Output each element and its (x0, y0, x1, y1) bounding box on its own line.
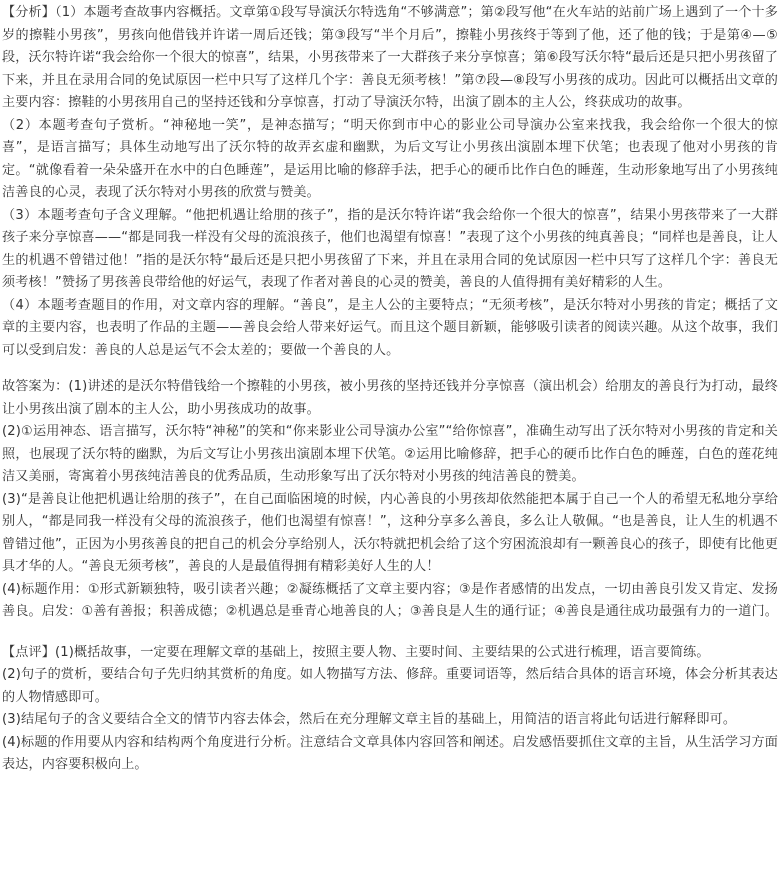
analysis-paragraph-1 (2, 2, 778, 115)
section-spacer (2, 362, 778, 376)
comment-paragraph-2: (2)句子的赏析，要结合句子先归纳其赏析的角度。如人物描写方法、修辞。重要词语等，然后结合具体的语言环境，体会分析其表达的人物情感即可。 (2, 667, 778, 705)
answer-paragraph-3: (3)“是善良让他把机遇让给朋的孩子”，在自己面临困境的时候，内心善良的小男孩却依然能把本属于自己一个人的希望无私地分享给别人，“都是同我一样没有父母的流浪孩子，他们也渴望有惊喜！”，这种分享多么善良，多么让人敬佩。“也是善良，让人生的机遇不曾错过他”，正因为小男孩善良的把自己的机会分享给别人，沃尔特就把机会给了这个穷困流浪却有一颗善良心的孩子，即使有比他更具才华的人。“善良无须考核”，善良的人是最值得拥有精彩美好人生的人！ (2, 491, 778, 574)
analysis-section (2, 2, 778, 362)
answer-paragraph-4: (4)标题作用：①形式新颖独特，吸引读者兴趣；②凝练概括了文章主要内容；③是作者感情的出发点，一切由善良引发又肯定、发扬善良。启发：①善有善报；积善成德；②机遇总是垂青心地善良的人；③善良是人生的通行证；④善良是通往成功最强有力的一道门。 (2, 581, 778, 619)
section-spacer (2, 624, 778, 642)
comment-paragraph-3: (3)结尾句子的含义要结合全文的情节内容去体会，然后在充分理解文章主旨的基础上，用简洁的语言将此句话进行解释即可。 (2, 712, 737, 727)
analysis-paragraph-2: （2）本题考查句子赏析。“神秘地一笑”，是神态描写；“明天你到市中心的影业公司导演办公室来找我，我会给你一个很大的惊喜”，是语言描写；具体生动地写出了沃尔特的故弄玄虚和幽默，为后文写让小男孩出演剧本埋下伏笔；也表现了他对小男孩的肯定。“就像看着一朵朵盛开在水中的白色睡莲”，是运用比喻的修辞手法，把手心的硬币比作白色的睡莲，生动形象地写出了小男孩纯洁善良的心灵，表现了沃尔特对小男孩的欣赏与赞美。 (2, 117, 778, 200)
comment-paragraph-1: 【点评】(1)概括故事，一定要在理解文章的基础上，按照主要人物、主要时间、主要结果的公式进行梳理，语言要简练。 (2, 644, 710, 660)
comment-paragraph-4: (4)标题的作用要从内容和结构两个角度进行分析。注意结合文章具体内容回答和阐述。启发感悟要抓住文章的主旨，从生活学习方面表达，内容要积极向上。 (2, 734, 778, 772)
analysis-text-1: （1）本题考查故事内容概括。文章第①段写导演沃尔特选角“不够满意”；第②段写他“在火车站的站前广场上遇到了一个十多岁的擦鞋小男孩”，男孩向他借钱并许诺一周后还钱；第③段写“半个月后”，擦鞋小男孩终于等到了他，还了他的钱；于是第④—⑤段，沃尔特许诺“我会给你一个很大的惊喜”，结果，小男孩带来了一大群孩子来分享惊喜；第⑥段写沃尔特“最后还是只把小男孩留了下来，并且在录用合同的免试原因一栏中只写了这样几个字：善良无须考核！”第⑦段—⑧段写小男孩的成功。因此可以概括出文章的主要内容：擦鞋的小男孩用自己的坚持还钱和分享惊喜，打动了导演沃尔特，出演了剧本的主人公，终获成功的故事。 (2, 5, 779, 110)
comment-section (2, 642, 778, 777)
analysis-header: 【分析】 (2, 5, 56, 20)
answer-paragraph-2: (2)①运用神态、语言描写，沃尔特“神秘”的笑和“你来影业公司导演办公室”“给你惊喜”，准确生动写出了沃尔特对小男孩的肯定和关照，也展现了沃尔特的幽默，为后文写让小男孩出演剧本埋下伏笔。②运用比喻修辞，把手心的硬币比作白色的睡莲，白色的莲花纯洁又美丽，寄寓着小男孩纯洁善良的优秀品质，生动形象写出了沃尔特对小男孩的纯洁善良的赞美。 (2, 424, 778, 484)
answer-paragraph-1: 故答案为：(1)讲述的是沃尔特借钱给一个擦鞋的小男孩，被小男孩的坚持还钱并分享惊喜（演出机会）给朋友的善良行为打动，最终让小男孩出演了剧本的主人公，助小男孩成功的故事。 (2, 379, 778, 417)
analysis-paragraph-3: （3）本题考查句子含义理解。“他把机遇让给朋的孩子”，指的是沃尔特许诺“我会给你一个很大的惊喜”，结果小男孩带来了一大群孩子来分享惊喜——“都是同我一样没有父母的流浪孩子，他们也渴望有惊喜！”表现了这个小男孩的纯真善良；“同样也是善良，让人生的机遇不曾错过他！”指的是沃尔特“最后还是只把小男孩留了下来，并且在录用合同的免试原因一栏中只写了这样几个字：善良无须考核！”赞扬了男孩善良带给他的好运气，表现了作者对善良的心灵的赞美，善良的人值得拥有美好精彩的人生。 (2, 207, 778, 290)
answer-section (2, 376, 778, 624)
analysis-paragraph-4: （4）本题考查题目的作用，对文章内容的理解。“善良”，是主人公的主要特点；“无须考核”，是沃尔特对小男孩的肯定；概括了文章的主要内容，也表明了作品的主题——善良会给人带来好运气。而且这个题目新颖，能够吸引读者的阅读兴趣。从这个故事，我们可以受到启发：善良的人总是运气不会太差的；要做一个善良的人。 (2, 297, 778, 358)
